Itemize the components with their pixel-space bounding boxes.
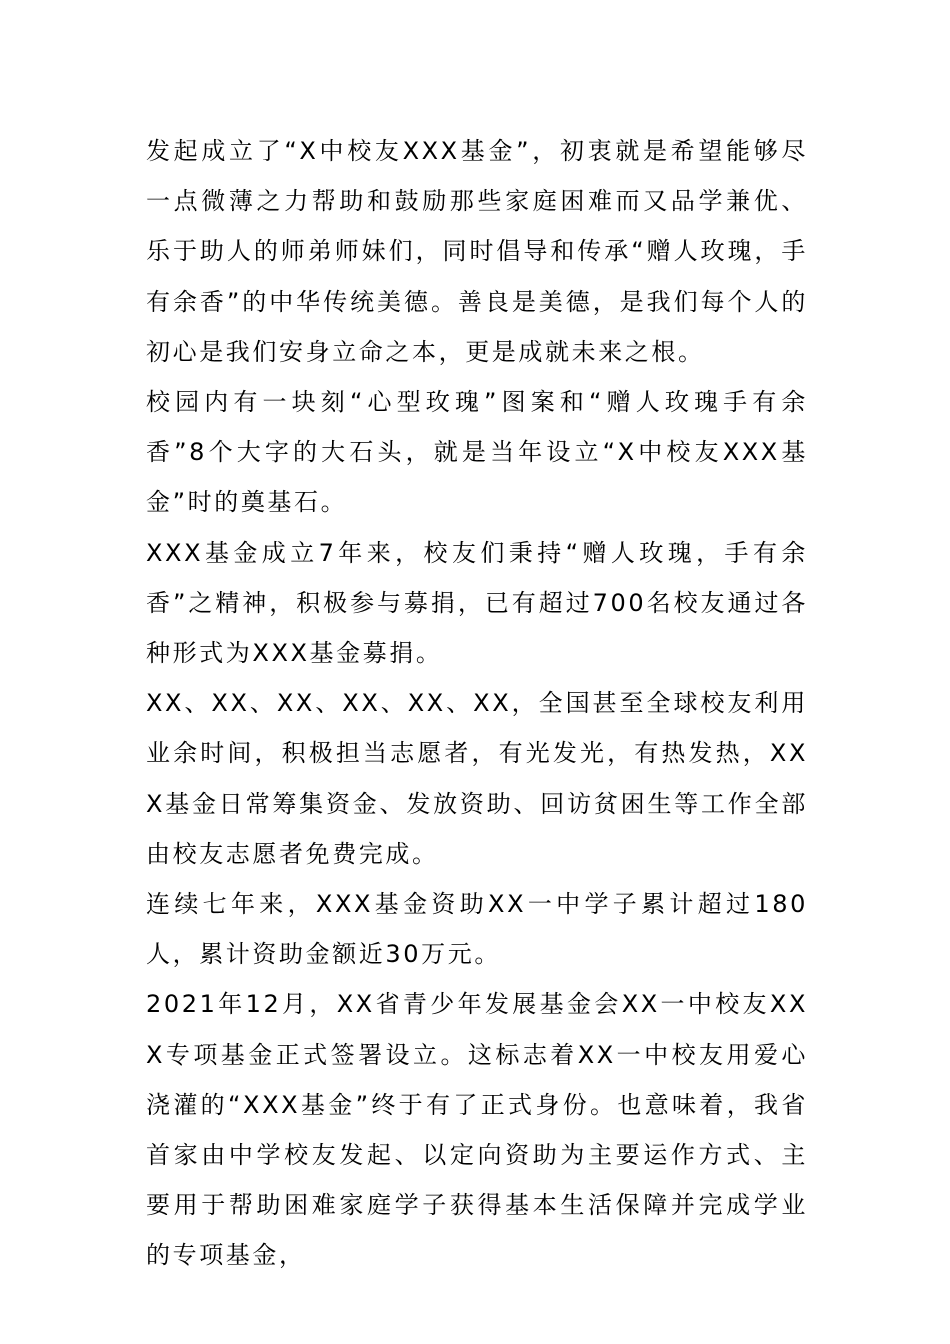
paragraph-donations: XXX基金成立7年来，校友们秉持“赠人玫瑰，手有余香”之精神，积极参与募捐，已有超过700名校友通过各种形式为XXX基金募捐。: [146, 538, 808, 668]
paragraph-volunteers: XX、XX、XX、XX、XX、XX，全国甚至全球校友利用业余时间，积极担当志愿者，有光发光，有热发热，XXX基金日常筹集资金、发放资助、回访贫困生等工作全部由校友志愿者免费完成。: [146, 689, 808, 868]
paragraph-funding-totals: 连续七年来，XXX基金资助XX一中学子累计超过180人，累计资助金额近30万元。: [146, 890, 808, 969]
paragraph-foundation-stone: 校园内有一块刻“心型玫瑰”图案和“赠人玫瑰手有余香”8个大字的大石头，就是当年设立“X中校友XXX基金”时的奠基石。: [146, 388, 808, 517]
paragraph-official-establishment: 2021年12月，XX省青少年发展基金会XX一中校友XXX专项基金正式签署设立。这标志着XX一中校友用爱心浇灌的“XXX基金”终于有了正式身份。也意味着，我省首家由中学校友发起、以定向资助为主要运作方式、主要用于帮助困难家庭学子获得基本生活保障并完成学业的专项基金，: [146, 990, 808, 1270]
document-body: [146, 126, 808, 1281]
paragraph-fund-founding: 发起成立了“X中校友XXX基金”，初衷就是希望能够尽一点微薄之力帮助和鼓励那些家庭困难而又品学兼优、乐于助人的师弟师妹们，同时倡导和传承“赠人玫瑰，手有余香”的中华传统美德。善良是美德，是我们每个人的初心是我们安身立命之本，更是成就未来之根。: [146, 137, 808, 366]
